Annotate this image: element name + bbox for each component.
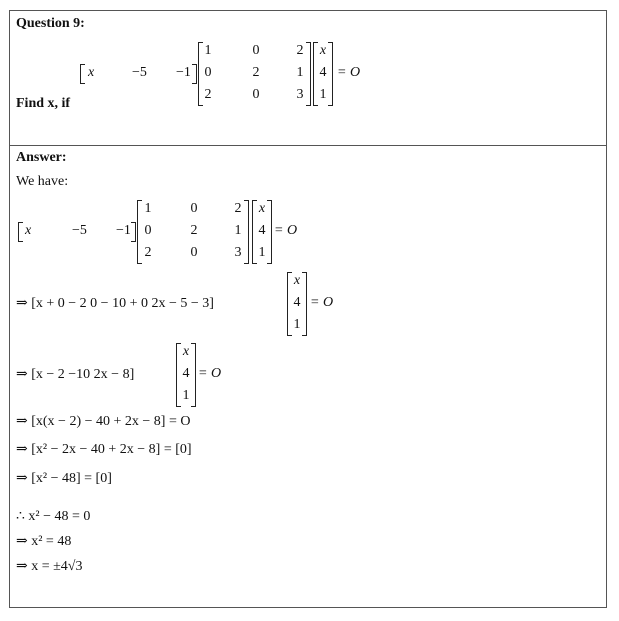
row-vector-right-bracket: [192, 64, 197, 84]
matrix-cell: 1: [144, 201, 152, 216]
matrix-cell: 2: [296, 43, 304, 58]
col-vector-entry: x: [182, 344, 190, 359]
col-vector-entry: 1: [258, 245, 266, 260]
step-6: ⇒ [x² − 48] = [0]: [16, 471, 112, 486]
row-vector-entry: x: [88, 65, 95, 80]
matrix-cell: 0: [144, 223, 152, 238]
answer-title: Answer:: [16, 150, 67, 165]
row-vector-entry: x: [25, 223, 32, 238]
row-vector-entry: −1: [176, 65, 191, 80]
row-vector-left-bracket: [80, 64, 85, 84]
step-8: ⇒ x² = 48: [16, 534, 72, 549]
matrix-cell: 3: [234, 245, 242, 260]
table-divider: [9, 145, 607, 146]
matrix-cell: 0: [190, 245, 198, 260]
row-vector-entry: −5: [72, 223, 87, 238]
row-vector-entry: −5: [132, 65, 147, 80]
col-vector-entry: x: [258, 201, 266, 216]
equals-zero: = O: [198, 366, 222, 381]
matrix-cell: 0: [190, 201, 198, 216]
matrix-cell: 3: [296, 87, 304, 102]
col-vector-entry: 4: [182, 366, 190, 381]
col-vector-right-bracket: [191, 343, 196, 407]
col-vector-right-bracket: [302, 272, 307, 336]
col-vector-entry: 4: [258, 223, 266, 238]
equals-zero: = O: [337, 65, 361, 80]
col-vector-entry: 4: [319, 65, 327, 80]
matrix-cell: 2: [144, 245, 152, 260]
col-vector-right-bracket: [267, 200, 272, 264]
step-9: ⇒ x = ±4√3: [16, 559, 83, 574]
matrix-cell: 2: [204, 87, 212, 102]
col-vector-right-bracket: [328, 42, 333, 106]
col-vector-entry: 1: [319, 87, 327, 102]
question-prompt: Find x, if: [16, 96, 71, 111]
step-4: ⇒ [x(x − 2) − 40 + 2x − 8] = O: [16, 414, 191, 429]
matrix-cell: 2: [252, 65, 260, 80]
equals-zero: = O: [310, 295, 334, 310]
matrix-cell: 2: [190, 223, 198, 238]
matrix-cell: 2: [234, 201, 242, 216]
row-vector-left-bracket: [18, 222, 23, 242]
col-vector-entry: x: [319, 43, 327, 58]
col-vector-entry: 1: [182, 388, 190, 403]
matrix-cell: 1: [234, 223, 242, 238]
matrix-cell: 1: [204, 43, 212, 58]
col-vector-entry: x: [293, 273, 301, 288]
matrix-cell: 0: [204, 65, 212, 80]
col-vector-entry: 1: [293, 317, 301, 332]
equals-zero: = O: [274, 223, 298, 238]
step-2-lhs: ⇒ [x + 0 − 2 0 − 10 + 0 2x − 5 − 3]: [16, 296, 214, 311]
matrix-cell: 0: [252, 43, 260, 58]
step-7: ∴ x² − 48 = 0: [16, 509, 91, 524]
matrix-right-bracket: [244, 200, 249, 264]
step-5: ⇒ [x² − 2x − 40 + 2x − 8] = [0]: [16, 442, 192, 457]
col-vector-entry: 4: [293, 295, 301, 310]
matrix-cell: 0: [252, 87, 260, 102]
row-vector-right-bracket: [131, 222, 136, 242]
matrix-cell: 1: [296, 65, 304, 80]
matrix-right-bracket: [306, 42, 311, 106]
question-title: Question 9:: [16, 16, 85, 31]
answer-intro: We have:: [16, 174, 69, 189]
row-vector-entry: −1: [116, 223, 131, 238]
step-3-lhs: ⇒ [x − 2 −10 2x − 8]: [16, 367, 135, 382]
